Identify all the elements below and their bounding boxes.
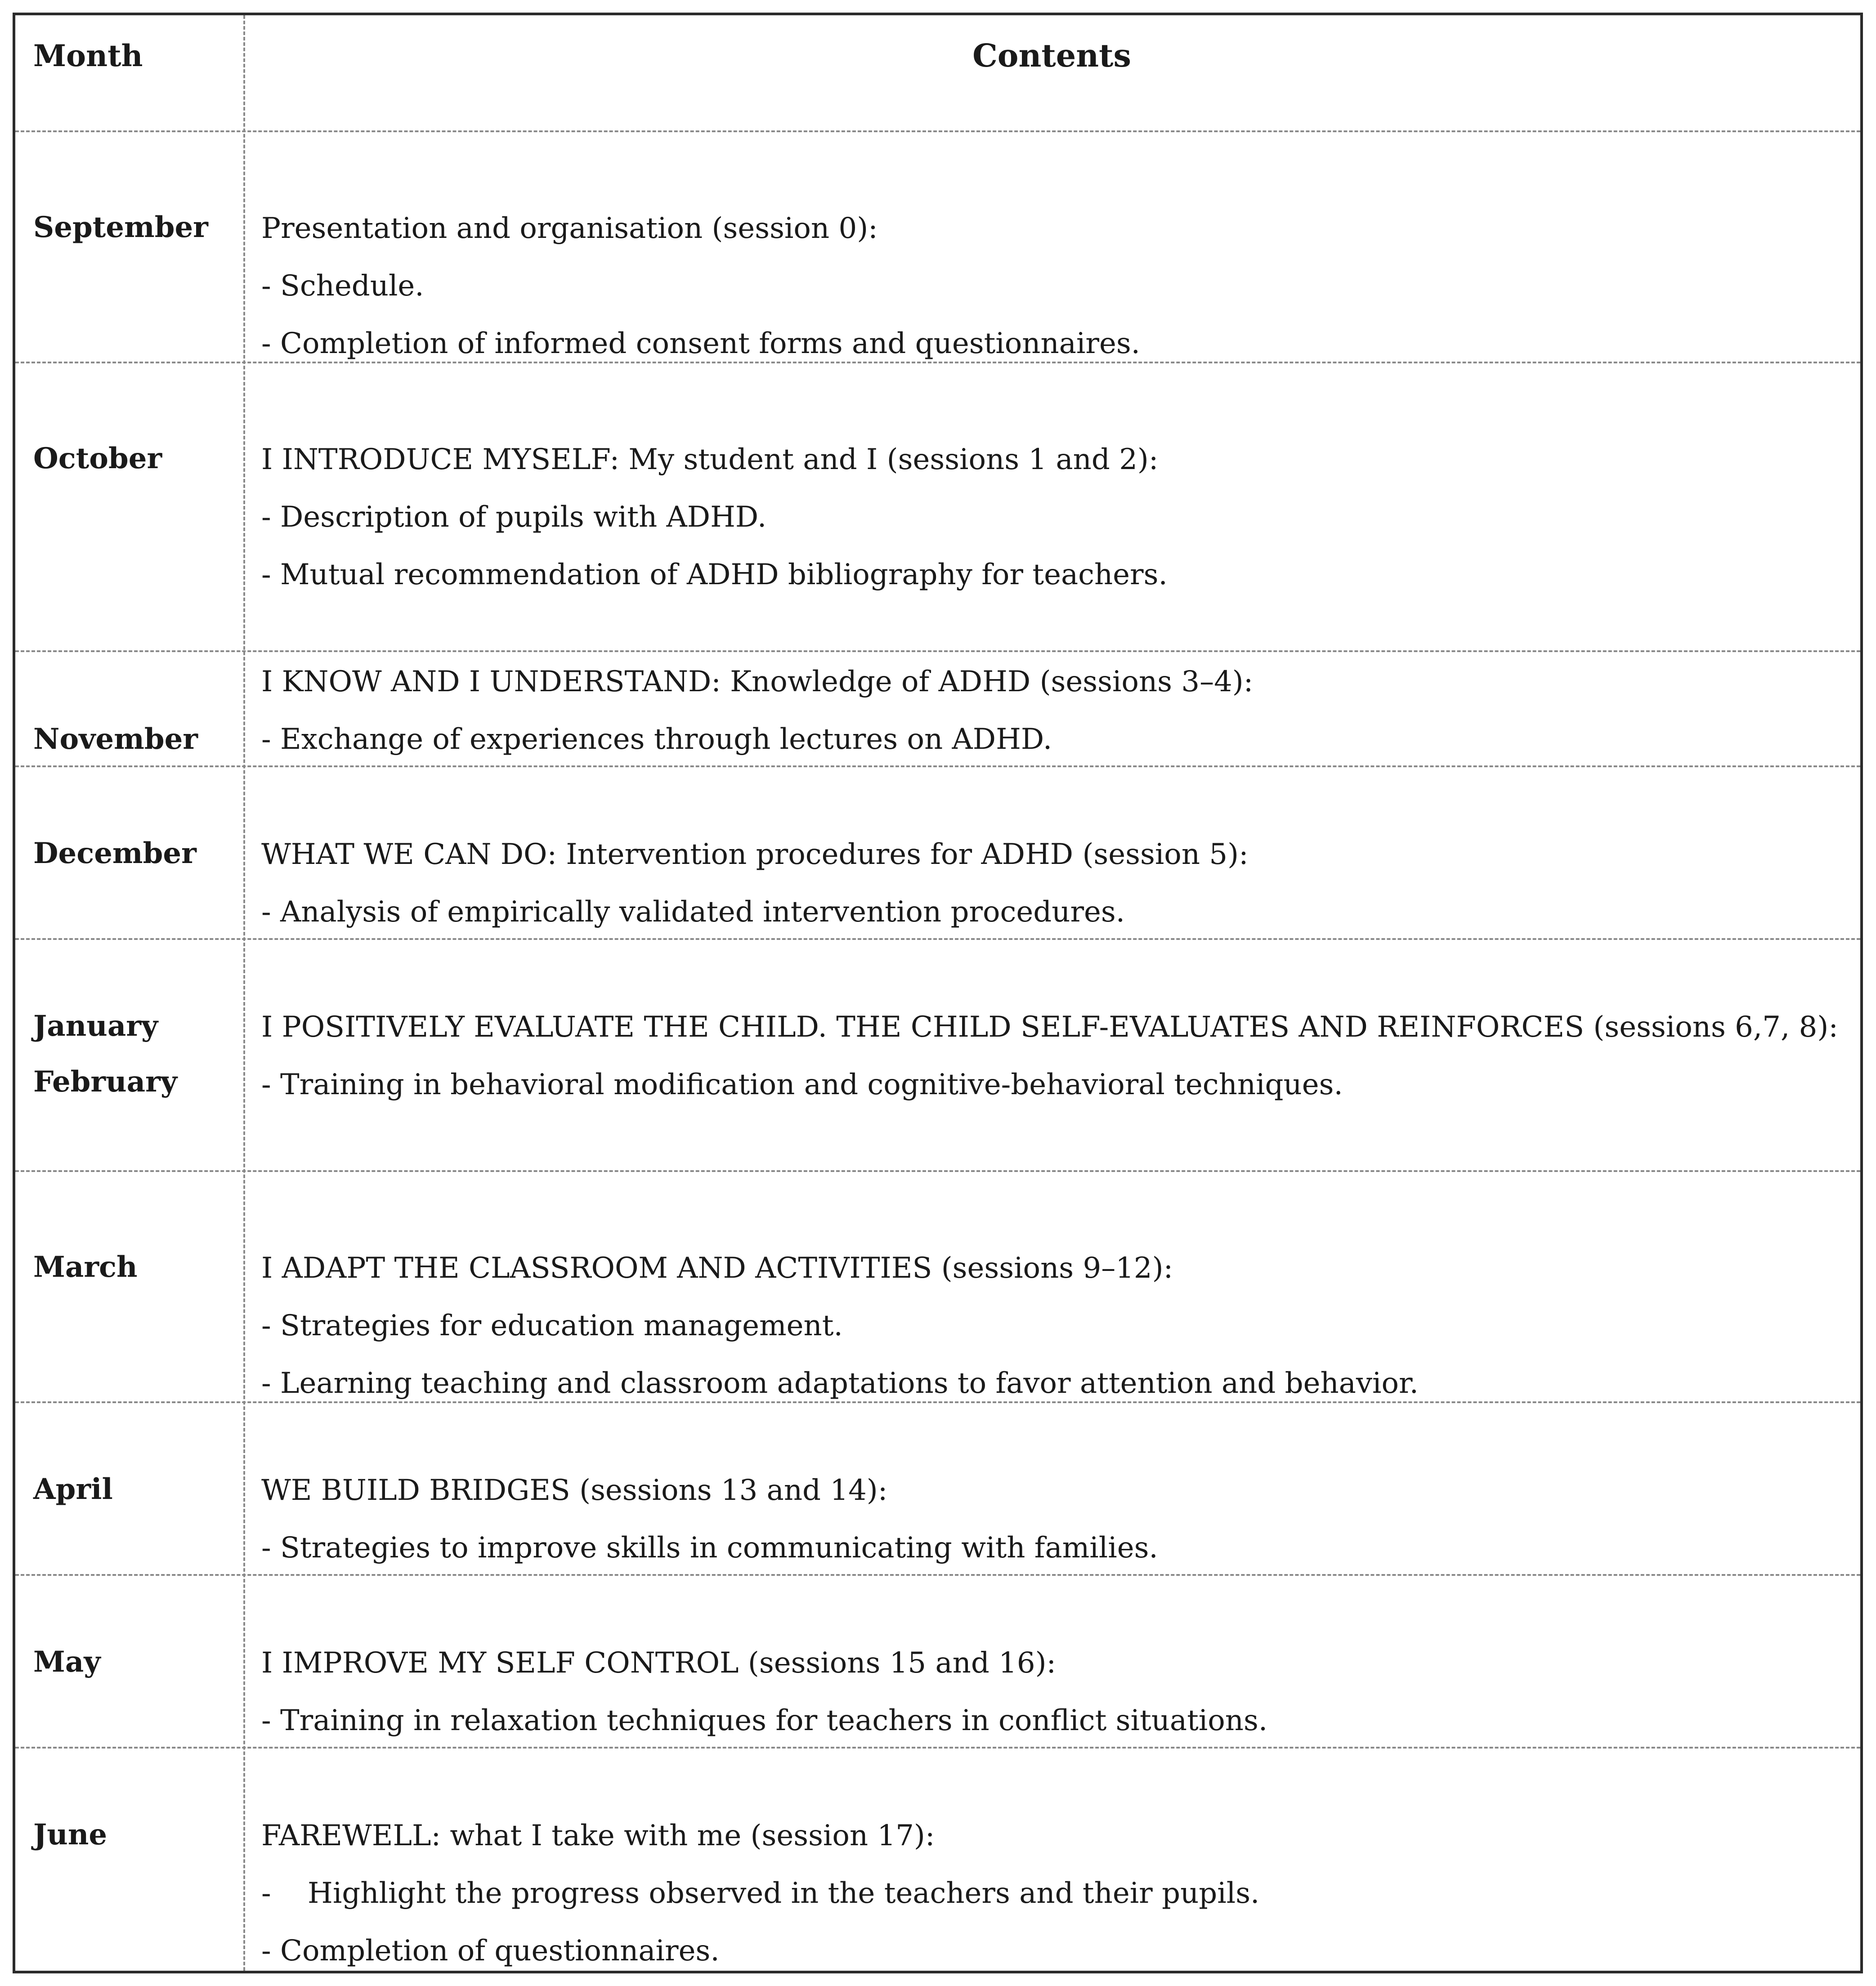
month-label: May <box>33 1645 101 1679</box>
table-row <box>15 1747 1860 1971</box>
table-row <box>15 362 1860 650</box>
table-row <box>15 765 1860 938</box>
session-item: - Training in behavioral modification and cognitive-behavioral techniques. <box>261 1068 1343 1101</box>
month-label: December <box>33 836 197 870</box>
session-item: - Strategies to improve skills in communicating with families. <box>261 1531 1158 1565</box>
table-row <box>15 1401 1860 1574</box>
header-row <box>15 15 1860 130</box>
month-label: March <box>33 1250 138 1284</box>
session-title: I IMPROVE MY SELF CONTROL (sessions 15 and 16): <box>261 1646 1057 1680</box>
table-row <box>15 650 1860 765</box>
month-label: February <box>33 1065 178 1099</box>
session-item: - Analysis of empirically validated intervention procedures. <box>261 895 1125 929</box>
contents-column-header: Contents <box>972 37 1131 74</box>
session-title: I ADAPT THE CLASSROOM AND ACTIVITIES (sessions 9–12): <box>261 1252 1173 1285</box>
session-item: - Description of pupils with ADHD. <box>261 501 767 534</box>
session-title: I INTRODUCE MYSELF: My student and I (sessions 1 and 2): <box>261 443 1159 476</box>
table-row <box>15 1170 1860 1401</box>
session-item: - Exchange of experiences through lectures on ADHD. <box>261 723 1052 756</box>
session-title: WHAT WE CAN DO: Intervention procedures for ADHD (session 5): <box>261 838 1249 871</box>
session-item: - Learning teaching and classroom adaptations to favor attention and behavior. <box>261 1367 1419 1400</box>
month-label: June <box>33 1818 107 1852</box>
month-label: January <box>33 1009 158 1043</box>
schedule-table <box>13 13 1863 1973</box>
session-item: - Mutual recommendation of ADHD bibliography for teachers. <box>261 558 1168 591</box>
month-label: April <box>33 1472 113 1506</box>
session-item: - Schedule. <box>261 269 424 303</box>
month-label: September <box>33 210 208 244</box>
table-row <box>15 130 1860 362</box>
session-title: FAREWELL: what I take with me (session 17): <box>261 1819 935 1852</box>
month-column-header: Month <box>33 38 143 73</box>
session-title: I POSITIVELY EVALUATE THE CHILD. THE CHILD SELF-EVALUATES AND REINFORCES (sessions 6,7, 8): <box>261 1011 1838 1044</box>
session-title: WE BUILD BRIDGES (sessions 13 and 14): <box>261 1474 888 1507</box>
session-item: - Highlight the progress observed in the teachers and their pupils. <box>261 1877 1260 1910</box>
table-row <box>15 938 1860 1170</box>
session-item: - Completion of questionnaires. <box>261 1934 720 1968</box>
session-title: I KNOW AND I UNDERSTAND: Knowledge of ADHD (sessions 3–4): <box>261 665 1254 698</box>
session-item: - Completion of informed consent forms and questionnaires. <box>261 327 1140 360</box>
session-item: - Strategies for education management. <box>261 1309 843 1342</box>
month-label: November <box>33 722 198 756</box>
month-label: October <box>33 442 162 475</box>
session-item: - Training in relaxation techniques for teachers in conflict situations. <box>261 1704 1268 1737</box>
table-row <box>15 1574 1860 1747</box>
session-title: Presentation and organisation (session 0): <box>261 212 878 245</box>
